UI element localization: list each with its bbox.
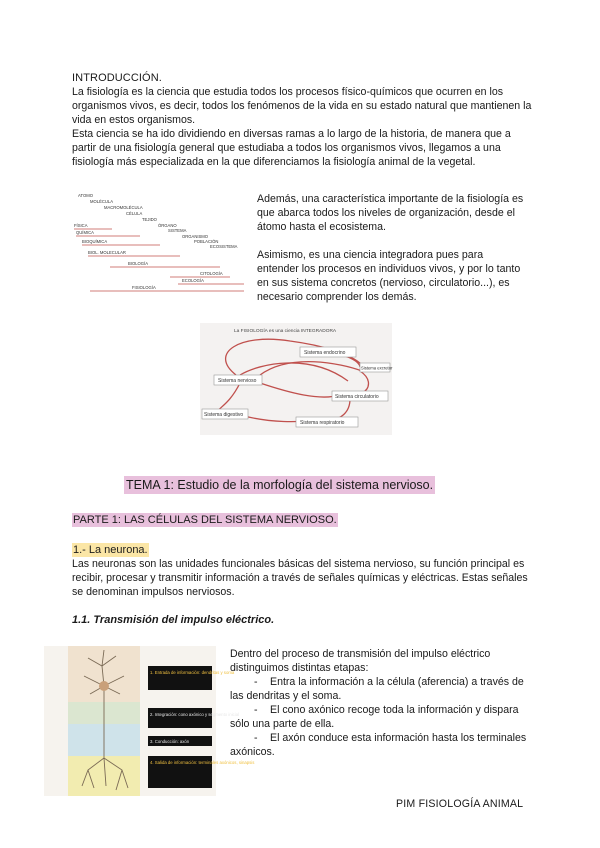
neuron-stages-figure: [44, 646, 255, 796]
list-item-text: Entra la información a la célula (aferencia) a través de las dendritas y el soma.: [230, 676, 524, 702]
levels-of-organization-figure: [70, 186, 248, 298]
transmission-list: [230, 675, 530, 759]
node-nervous: Sistema nervioso: [218, 378, 257, 384]
discipline-label: FÍSICA: [74, 223, 88, 228]
discipline-label: QUÍMICA: [76, 230, 94, 235]
level-label: ÓRGANO: [158, 223, 177, 228]
stage-label-4: 4. Salida de información: terminales axónicos, sinapsis: [150, 760, 255, 765]
levels-paragraph-1: Además, una característica importante de la fisiología es que abarca todos los niveles de organización, desde el átomo hasta el ecosistema.: [257, 193, 524, 233]
list-item-text: El cono axónico recoge toda la información y dispara sólo una parte de ella.: [230, 704, 519, 730]
level-label: POBLACIÓN: [194, 239, 219, 244]
level-label: ECOSISTEMA: [210, 244, 238, 249]
level-label: MACROMOLÉCULA: [104, 205, 143, 210]
level-label: CÉLULA: [126, 211, 143, 216]
node-respiratory: Sistema respiratorio: [300, 420, 345, 426]
levels-text: [257, 192, 527, 304]
node-digestive: Sistema digestivo: [204, 412, 244, 418]
intro-body: [72, 85, 532, 169]
list-item: [230, 731, 530, 759]
discipline-label: BIOLOGÍA: [128, 261, 149, 266]
list-item: [230, 703, 530, 731]
discipline-label: BIOQUÍMICA: [82, 239, 108, 244]
intro-paragraph-1: La fisiología es la ciencia que estudia todos los procesos físico-químicos que ocurren en los organismos vivos, es decir, todos los fenómenos de la vida en su estado natural que mantienen la vida en estos organismos.: [72, 86, 532, 126]
list-dash: -: [254, 676, 258, 688]
subsection-title: 1.1. Transmisión del impulso eléctrico.: [72, 614, 275, 626]
tema-title: TEMA 1: Estudio de la morfología del sistema nervioso.: [126, 478, 434, 492]
stage-label-1: 1. Entrada de información: dendritas y soma: [150, 670, 235, 675]
transmission-text: [230, 647, 530, 759]
node-endocrine: Sistema endocrino: [304, 350, 346, 356]
parte-title: PARTE 1: LAS CÉLULAS DEL SISTEMA NERVIOSO.: [73, 514, 337, 526]
level-label: TEJIDO: [142, 217, 157, 222]
list-item: [230, 675, 530, 703]
stage-label-3: 3. Conducción: axón: [150, 739, 190, 744]
levels-paragraph-2: Asimismo, es una ciencia integradora pues para entender los procesos en individuos vivos, y por lo tanto en sus sistema concretos (nervioso, circulatorio...), es necesario comprender los demás.: [257, 249, 521, 303]
discipline-label: FISIOLOGÍA: [132, 285, 156, 290]
integration-diagram: [200, 323, 392, 435]
intro-heading: INTRODUCCIÓN.: [72, 72, 162, 84]
level-label: ORGANISMO: [182, 234, 209, 239]
transmission-intro: Dentro del proceso de transmisión del impulso eléctrico distinguimos distintas etapas:: [230, 648, 491, 674]
level-label: ATOMO: [78, 193, 93, 198]
list-dash: -: [254, 704, 258, 716]
discipline-label: BIOL. MOLECULAR: [88, 250, 126, 255]
neurona-body: Las neuronas son las unidades funcionales básicas del sistema nervioso, su función principal es recibir, procesar y transmitir información a través de señales químicas y eléctricas. Estas señales se denominan impulsos nerviosos.: [72, 558, 528, 598]
intro-paragraph-2: Esta ciencia se ha ido dividiendo en diversas ramas a lo largo de la historia, de manera que a partir de una fisiología general que estudiaba a todos los organismos vivos, llegamos a una fisiología más especializada en la que diferenciamos la fisiología animal de la vegetal.: [72, 128, 511, 168]
node-circulatory: Sistema circulatorio: [335, 394, 379, 400]
list-item-text: El axón conduce esta información hasta los terminales axónicos.: [230, 732, 527, 758]
node-excretory: Sistema excretor: [361, 365, 393, 371]
discipline-label: ECOLOGÍA: [182, 278, 204, 283]
stage-label-2: 2. Integración: cono axónico y segmento inicial: [150, 712, 240, 717]
level-label: SISTEMA: [168, 228, 187, 233]
neurona-title: 1.- La neurona.: [73, 544, 148, 556]
page-footer: PIM FISIOLOGÍA ANIMAL: [396, 798, 524, 810]
discipline-label: CITOLOGÍA: [200, 271, 223, 276]
list-dash: -: [254, 732, 258, 744]
level-label: MOLÉCULA: [90, 199, 114, 204]
integration-diagram-title: La FISIOLOGÍA es una ciencia INTEGRADORA: [234, 329, 337, 334]
